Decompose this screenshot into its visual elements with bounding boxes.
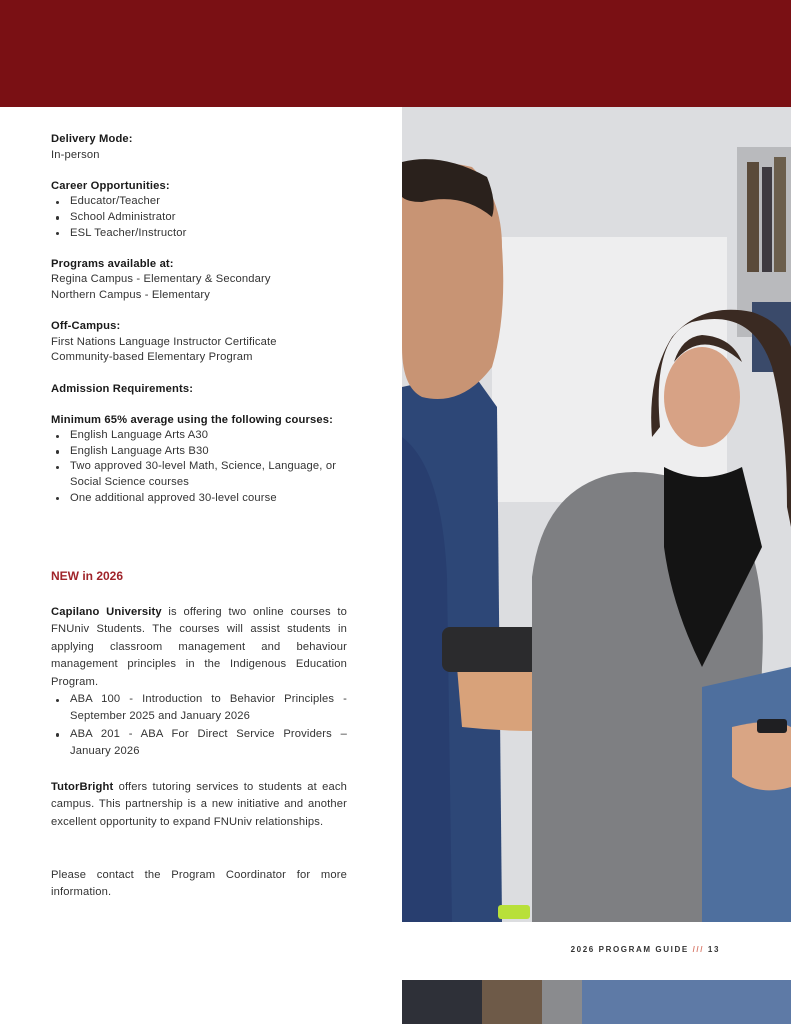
- programs-label: Programs available at:: [51, 257, 174, 270]
- list-item: One additional approved 30-level course: [70, 491, 347, 507]
- page-number: 13: [707, 945, 720, 954]
- footer-separator: ///: [692, 945, 705, 954]
- capilano-text: is offering two online courses to FNUniv Students. The courses will assist students in applying classroom management and behaviour management principles in the Indigenous Education Program.: [51, 606, 348, 688]
- list-item: ABA 201 - ABA For Direct Service Providers – January 2026: [70, 726, 347, 761]
- career-list: [51, 194, 347, 241]
- list-item: English Language Arts A30: [70, 428, 347, 444]
- page-footer: [571, 945, 720, 954]
- tutor-name: TutorBright: [51, 781, 114, 793]
- admission-minimum-label: Minimum 65% average using the following courses:: [51, 413, 333, 426]
- list-item: School Administrator: [70, 210, 347, 226]
- course-list: [51, 691, 347, 761]
- contact-paragraph: Please contact the Program Coordinator for more information.: [51, 869, 347, 899]
- students-photo: [402, 107, 791, 922]
- delivery-value: In-person: [51, 148, 100, 161]
- programs-line: Northern Campus - Elementary: [51, 288, 211, 301]
- off-campus-label: Off-Campus:: [51, 320, 121, 333]
- list-item: English Language Arts B30: [70, 444, 347, 460]
- tutorbright-paragraph: [51, 779, 347, 831]
- list-item: Educator/Teacher: [70, 194, 347, 210]
- guide-title: 2026 PROGRAM GUIDE: [570, 945, 689, 954]
- admission-label: Admission Requirements:: [51, 382, 194, 395]
- career-label: Career Opportunities:: [51, 179, 170, 192]
- header-band: [0, 0, 791, 107]
- list-item: ESL Teacher/Instructor: [70, 226, 347, 242]
- program-details: [51, 132, 347, 506]
- tutor-text: offers tutoring services to students at each campus. This partnership is a new initiative and another excellent opportunity to expand FNUniv relationships.: [51, 781, 347, 828]
- delivery-label: Delivery Mode:: [51, 133, 133, 145]
- off-campus-line: Community-based Elementary Program: [51, 351, 253, 364]
- programs-line: Regina Campus - Elementary & Secondary: [51, 273, 271, 286]
- new-section-heading: NEW in 2026: [51, 569, 124, 583]
- list-item: Two approved 30-level Math, Science, Language, or Social Science courses: [70, 459, 347, 490]
- list-item: ABA 100 - Introduction to Behavior Principles - September 2025 and January 2026: [70, 691, 347, 726]
- admission-list: [51, 428, 347, 506]
- capilano-name: Capilano University: [51, 606, 162, 618]
- off-campus-line: First Nations Language Instructor Certificate: [51, 335, 277, 348]
- capilano-paragraph: [51, 604, 347, 761]
- students-photo-continued: [402, 980, 791, 1024]
